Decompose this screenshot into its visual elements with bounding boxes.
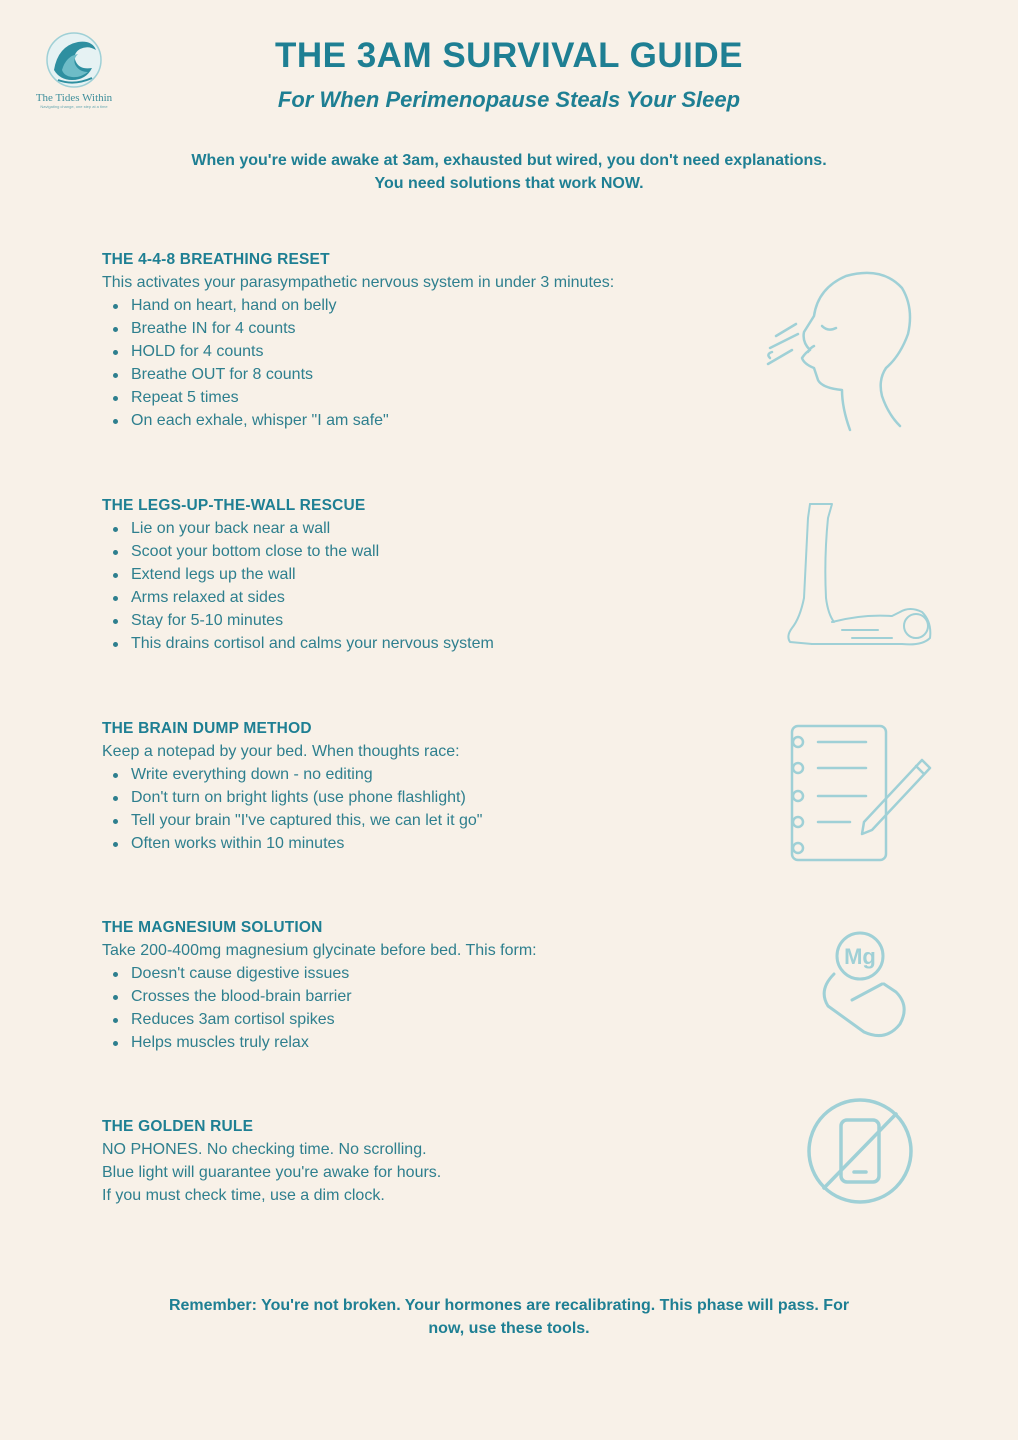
intro-line: You need solutions that work NOW. (374, 175, 644, 192)
section-intro: Take 200-400mg magnesium glycinate before bed. This form: (102, 942, 537, 959)
list-item: Breathe IN for 4 counts (131, 317, 742, 340)
section-intro: This activates your parasympathetic nervous system in under 3 minutes: (102, 274, 615, 291)
list-item: HOLD for 4 counts (131, 340, 742, 363)
section-list (102, 763, 742, 855)
list-item: Lie on your back near a wall (131, 517, 742, 540)
list-item: Hand on heart, hand on belly (131, 294, 742, 317)
list-item: Often works within 10 minutes (131, 832, 742, 855)
list-item: Tell your brain "I've captured this, we can let it go" (131, 809, 742, 832)
logo-tagline: Navigating change, one step at a time (40, 104, 108, 109)
section-breathing-reset (102, 248, 742, 432)
list-item: Extend legs up the wall (131, 563, 742, 586)
section-heading: THE LEGS-UP-THE-WALL RESCUE (102, 497, 366, 514)
section-golden-rule (102, 1115, 742, 1207)
section-magnesium (102, 916, 742, 1054)
list-item: Scoot your bottom close to the wall (131, 540, 742, 563)
rule-line: Blue light will guarantee you're awake for hours. (102, 1164, 442, 1181)
section-list (102, 294, 742, 432)
footer-reminder (100, 1294, 918, 1340)
section-list (102, 962, 742, 1054)
intro-text (0, 149, 1018, 195)
list-item: Reduces 3am cortisol spikes (131, 1008, 742, 1031)
list-item: On each exhale, whisper "I am safe" (131, 409, 742, 432)
page-title: THE 3AM SURVIVAL GUIDE (274, 36, 744, 75)
list-item: Arms relaxed at sides (131, 586, 742, 609)
page-subtitle: For When Perimenopause Steals Your Sleep (277, 87, 741, 112)
list-item: Don't turn on bright lights (use phone flashlight) (131, 786, 742, 809)
no-phone-icon (804, 1098, 916, 1204)
list-item: Write everything down - no editing (131, 763, 742, 786)
section-brain-dump (102, 717, 742, 855)
section-heading: THE BRAIN DUMP METHOD (102, 720, 312, 737)
notepad-pencil-icon (784, 722, 940, 866)
section-list (102, 517, 742, 655)
logo-name: The Tides Within (35, 92, 113, 104)
breathing-face-icon (762, 268, 922, 436)
intro-line: When you're wide awake at 3am, exhausted but wired, you don't need explanations. (191, 152, 827, 169)
rule-line: NO PHONES. No checking time. No scrolling. (102, 1141, 427, 1158)
section-heading: THE GOLDEN RULE (102, 1118, 254, 1135)
magnesium-label: Mg (844, 944, 876, 969)
list-item: Repeat 5 times (131, 386, 742, 409)
section-heading: THE 4-4-8 BREATHING RESET (102, 251, 330, 268)
list-item: Doesn't cause digestive issues (131, 962, 742, 985)
section-intro: Keep a notepad by your bed. When thoughts race: (102, 743, 460, 760)
list-item: Helps muscles truly relax (131, 1031, 742, 1054)
footer-line: now, use these tools. (428, 1320, 590, 1337)
footer-line: Remember: You're not broken. Your hormones are recalibrating. This phase will pass. For (168, 1297, 850, 1314)
list-item: Crosses the blood-brain barrier (131, 985, 742, 1008)
list-item: This drains cortisol and calms your nervous system (131, 632, 742, 655)
section-legs-up-wall (102, 494, 742, 655)
magnesium-capsule-icon (812, 930, 912, 1040)
section-heading: THE MAGNESIUM SOLUTION (102, 919, 323, 936)
rule-line: If you must check time, use a dim clock. (102, 1187, 385, 1204)
list-item: Stay for 5-10 minutes (131, 609, 742, 632)
list-item: Breathe OUT for 8 counts (131, 363, 742, 386)
legs-up-wall-icon (782, 498, 938, 654)
